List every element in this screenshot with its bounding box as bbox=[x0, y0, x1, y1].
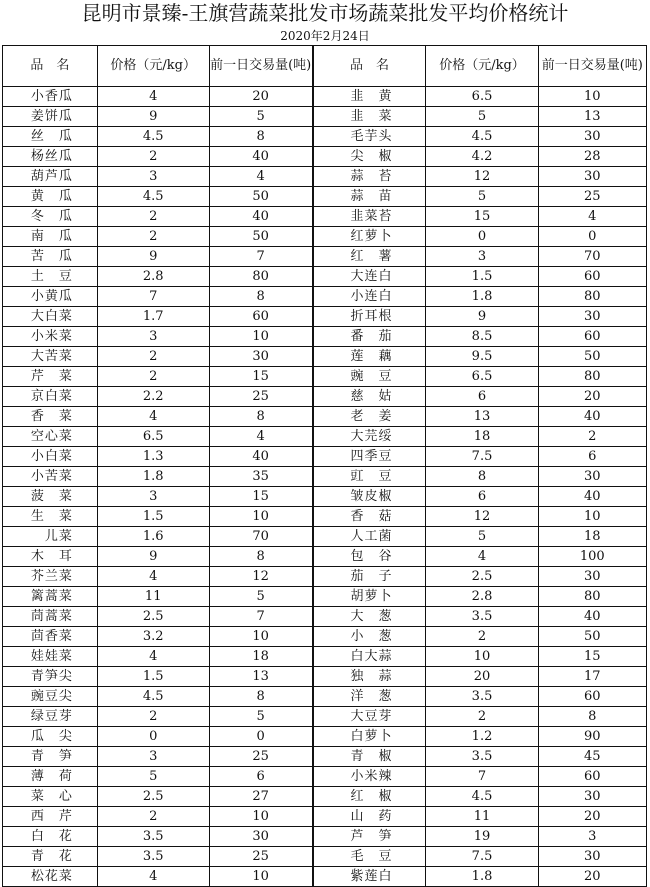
price-cell: 4.2 bbox=[426, 147, 538, 167]
vegetable-name-cell: 红 椒 bbox=[313, 787, 426, 807]
volume-cell: 70 bbox=[209, 527, 312, 547]
price-cell: 2 bbox=[97, 227, 209, 247]
price-cell: 4 bbox=[426, 547, 538, 567]
vegetable-name-cell: 葫芦瓜 bbox=[3, 167, 98, 187]
price-cell: 2.5 bbox=[97, 607, 209, 627]
price-cell: 2 bbox=[97, 207, 209, 227]
header-name-right: 品 名 bbox=[313, 46, 426, 87]
vegetable-name-cell: 芹 菜 bbox=[3, 367, 98, 387]
table-row bbox=[3, 807, 647, 827]
price-cell: 3.5 bbox=[97, 847, 209, 867]
volume-cell: 60 bbox=[538, 267, 646, 287]
header-volume-right: 前一日交易量(吨) bbox=[538, 46, 646, 87]
price-cell: 4.5 bbox=[426, 787, 538, 807]
volume-cell: 40 bbox=[538, 487, 646, 507]
volume-cell: 45 bbox=[538, 747, 646, 767]
vegetable-name-cell: 莲 藕 bbox=[313, 347, 426, 367]
volume-cell: 40 bbox=[209, 207, 312, 227]
price-cell: 2.2 bbox=[97, 387, 209, 407]
price-cell: 20 bbox=[426, 667, 538, 687]
volume-cell: 4 bbox=[538, 207, 646, 227]
table-row bbox=[3, 287, 647, 307]
volume-cell: 10 bbox=[209, 327, 312, 347]
vegetable-name-cell: 西 芹 bbox=[3, 807, 98, 827]
volume-cell: 10 bbox=[209, 867, 312, 887]
volume-cell: 2 bbox=[538, 427, 646, 447]
volume-cell: 20 bbox=[538, 867, 646, 887]
volume-cell: 10 bbox=[538, 87, 646, 107]
vegetable-name-cell: 红萝卜 bbox=[313, 227, 426, 247]
volume-cell: 30 bbox=[538, 127, 646, 147]
volume-cell: 60 bbox=[209, 307, 312, 327]
vegetable-name-cell: 空心菜 bbox=[3, 427, 98, 447]
vegetable-name-cell: 白 花 bbox=[3, 827, 98, 847]
table-row bbox=[3, 187, 647, 207]
table-row bbox=[3, 427, 647, 447]
volume-cell: 40 bbox=[538, 607, 646, 627]
table-row bbox=[3, 347, 647, 367]
table-row bbox=[3, 787, 647, 807]
price-cell: 3 bbox=[97, 327, 209, 347]
price-cell: 4 bbox=[97, 867, 209, 887]
vegetable-name-cell: 青 笋 bbox=[3, 747, 98, 767]
volume-cell: 4 bbox=[209, 427, 312, 447]
table-row bbox=[3, 147, 647, 167]
volume-cell: 8 bbox=[209, 687, 312, 707]
price-cell: 8 bbox=[426, 467, 538, 487]
price-cell: 2.8 bbox=[97, 267, 209, 287]
volume-cell: 20 bbox=[538, 807, 646, 827]
table-row bbox=[3, 127, 647, 147]
vegetable-name-cell: 胡萝卜 bbox=[313, 587, 426, 607]
volume-cell: 40 bbox=[538, 407, 646, 427]
price-cell: 2 bbox=[97, 807, 209, 827]
price-cell: 9 bbox=[426, 307, 538, 327]
table-row bbox=[3, 247, 647, 267]
price-cell: 2 bbox=[426, 707, 538, 727]
vegetable-name-cell: 小香瓜 bbox=[3, 87, 98, 107]
vegetable-name-cell: 大豆芽 bbox=[313, 707, 426, 727]
price-cell: 2 bbox=[97, 347, 209, 367]
table-row bbox=[3, 687, 647, 707]
volume-cell: 12 bbox=[209, 567, 312, 587]
volume-cell: 40 bbox=[209, 447, 312, 467]
volume-cell: 13 bbox=[538, 107, 646, 127]
volume-cell: 30 bbox=[538, 787, 646, 807]
vegetable-name-cell: 青 花 bbox=[3, 847, 98, 867]
price-cell: 7 bbox=[97, 287, 209, 307]
vegetable-name-cell: 生 菜 bbox=[3, 507, 98, 527]
vegetable-name-cell: 毛 豆 bbox=[313, 847, 426, 867]
volume-cell: 7 bbox=[209, 607, 312, 627]
price-cell: 11 bbox=[97, 587, 209, 607]
vegetable-name-cell: 杨丝瓜 bbox=[3, 147, 98, 167]
table-row bbox=[3, 867, 647, 887]
volume-cell: 13 bbox=[209, 667, 312, 687]
price-cell: 4.5 bbox=[97, 127, 209, 147]
vegetable-name-cell: 大苦菜 bbox=[3, 347, 98, 367]
price-cell: 6.5 bbox=[426, 367, 538, 387]
vegetable-name-cell: 老 姜 bbox=[313, 407, 426, 427]
volume-cell: 27 bbox=[209, 787, 312, 807]
price-cell: 2 bbox=[97, 147, 209, 167]
price-cell: 9 bbox=[97, 247, 209, 267]
vegetable-name-cell: 大白菜 bbox=[3, 307, 98, 327]
volume-cell: 17 bbox=[538, 667, 646, 687]
vegetable-name-cell: 娃娃菜 bbox=[3, 647, 98, 667]
vegetable-name-cell: 蒜 苔 bbox=[313, 167, 426, 187]
volume-cell: 5 bbox=[209, 707, 312, 727]
price-cell: 3.5 bbox=[97, 827, 209, 847]
table-row bbox=[3, 667, 647, 687]
price-cell: 18 bbox=[426, 427, 538, 447]
price-cell: 1.2 bbox=[426, 727, 538, 747]
volume-cell: 60 bbox=[538, 767, 646, 787]
price-cell: 1.8 bbox=[426, 867, 538, 887]
price-cell: 3 bbox=[426, 247, 538, 267]
table-row bbox=[3, 747, 647, 767]
price-cell: 19 bbox=[426, 827, 538, 847]
table-row bbox=[3, 587, 647, 607]
price-cell: 4 bbox=[97, 647, 209, 667]
vegetable-name-cell: 皱皮椒 bbox=[313, 487, 426, 507]
vegetable-name-cell: 姜饼瓜 bbox=[3, 107, 98, 127]
vegetable-name-cell: 茼蒿菜 bbox=[3, 607, 98, 627]
price-cell: 2.5 bbox=[426, 567, 538, 587]
vegetable-name-cell: 木 耳 bbox=[3, 547, 98, 567]
vegetable-name-cell: 丝 瓜 bbox=[3, 127, 98, 147]
volume-cell: 60 bbox=[538, 687, 646, 707]
vegetable-name-cell: 豌豆尖 bbox=[3, 687, 98, 707]
volume-cell: 20 bbox=[209, 87, 312, 107]
table-header-row bbox=[3, 46, 647, 87]
price-cell: 4 bbox=[97, 407, 209, 427]
table-row bbox=[3, 407, 647, 427]
table-row bbox=[3, 467, 647, 487]
price-cell: 7.5 bbox=[426, 447, 538, 467]
volume-cell: 8 bbox=[209, 127, 312, 147]
table-row bbox=[3, 707, 647, 727]
price-cell: 2.8 bbox=[426, 587, 538, 607]
vegetable-name-cell: 番 茄 bbox=[313, 327, 426, 347]
volume-cell: 90 bbox=[538, 727, 646, 747]
table-row bbox=[3, 547, 647, 567]
vegetable-name-cell: 小白菜 bbox=[3, 447, 98, 467]
volume-cell: 10 bbox=[209, 627, 312, 647]
price-cell: 9.5 bbox=[426, 347, 538, 367]
price-cell: 4.5 bbox=[97, 187, 209, 207]
vegetable-name-cell: 慈 姑 bbox=[313, 387, 426, 407]
price-cell: 0 bbox=[426, 227, 538, 247]
vegetable-name-cell: 豌 豆 bbox=[313, 367, 426, 387]
vegetable-name-cell: 大连白 bbox=[313, 267, 426, 287]
volume-cell: 80 bbox=[209, 267, 312, 287]
volume-cell: 5 bbox=[209, 107, 312, 127]
header-price-left: 价格（元/kg） bbox=[97, 46, 209, 87]
vegetable-name-cell: 韭 菜 bbox=[313, 107, 426, 127]
vegetable-name-cell: 毛芋头 bbox=[313, 127, 426, 147]
vegetable-name-cell: 瓜 尖 bbox=[3, 727, 98, 747]
volume-cell: 50 bbox=[538, 627, 646, 647]
vegetable-name-cell: 小苦菜 bbox=[3, 467, 98, 487]
table-row bbox=[3, 167, 647, 187]
volume-cell: 60 bbox=[538, 327, 646, 347]
price-cell: 1.7 bbox=[97, 307, 209, 327]
vegetable-name-cell: 山 药 bbox=[313, 807, 426, 827]
vegetable-name-cell: 土 豆 bbox=[3, 267, 98, 287]
volume-cell: 80 bbox=[538, 367, 646, 387]
vegetable-name-cell: 京白菜 bbox=[3, 387, 98, 407]
price-cell: 5 bbox=[426, 187, 538, 207]
vegetable-name-cell: 冬 瓜 bbox=[3, 207, 98, 227]
price-cell: 6 bbox=[426, 487, 538, 507]
price-cell: 3 bbox=[97, 167, 209, 187]
table-row bbox=[3, 647, 647, 667]
vegetable-name-cell: 篱蒿菜 bbox=[3, 587, 98, 607]
table-row bbox=[3, 527, 647, 547]
volume-cell: 25 bbox=[209, 387, 312, 407]
volume-cell: 30 bbox=[209, 827, 312, 847]
vegetable-name-cell: 小连白 bbox=[313, 287, 426, 307]
vegetable-name-cell: 青 椒 bbox=[313, 747, 426, 767]
vegetable-name-cell: 小米菜 bbox=[3, 327, 98, 347]
vegetable-name-cell: 白大蒜 bbox=[313, 647, 426, 667]
vegetable-name-cell: 小 葱 bbox=[313, 627, 426, 647]
price-cell: 3.5 bbox=[426, 747, 538, 767]
vegetable-name-cell: 折耳根 bbox=[313, 307, 426, 327]
header-volume-left: 前一日交易量(吨) bbox=[209, 46, 312, 87]
vegetable-name-cell: 苦 瓜 bbox=[3, 247, 98, 267]
table-row bbox=[3, 327, 647, 347]
vegetable-name-cell: 洋 葱 bbox=[313, 687, 426, 707]
price-cell: 12 bbox=[426, 507, 538, 527]
volume-cell: 8 bbox=[209, 407, 312, 427]
table-row bbox=[3, 227, 647, 247]
table-row bbox=[3, 567, 647, 587]
vegetable-name-cell: 菠 菜 bbox=[3, 487, 98, 507]
vegetable-name-cell: 儿菜 bbox=[3, 527, 98, 547]
vegetable-name-cell: 紫莲白 bbox=[313, 867, 426, 887]
vegetable-name-cell: 香 菇 bbox=[313, 507, 426, 527]
table-row bbox=[3, 827, 647, 847]
volume-cell: 30 bbox=[538, 567, 646, 587]
price-cell: 11 bbox=[426, 807, 538, 827]
vegetable-name-cell: 绿豆芽 bbox=[3, 707, 98, 727]
volume-cell: 80 bbox=[538, 287, 646, 307]
price-cell: 0 bbox=[97, 727, 209, 747]
vegetable-name-cell: 独 蒜 bbox=[313, 667, 426, 687]
header-price-right: 价格（元/kg） bbox=[426, 46, 538, 87]
price-cell: 15 bbox=[426, 207, 538, 227]
volume-cell: 30 bbox=[538, 467, 646, 487]
volume-cell: 50 bbox=[538, 347, 646, 367]
volume-cell: 15 bbox=[538, 647, 646, 667]
price-cell: 7 bbox=[426, 767, 538, 787]
price-cell: 2 bbox=[97, 367, 209, 387]
volume-cell: 25 bbox=[209, 847, 312, 867]
volume-cell: 0 bbox=[209, 727, 312, 747]
volume-cell: 20 bbox=[538, 387, 646, 407]
price-cell: 10 bbox=[426, 647, 538, 667]
volume-cell: 18 bbox=[538, 527, 646, 547]
vegetable-name-cell: 芥兰菜 bbox=[3, 567, 98, 587]
price-cell: 8.5 bbox=[426, 327, 538, 347]
volume-cell: 80 bbox=[538, 587, 646, 607]
price-cell: 7.5 bbox=[426, 847, 538, 867]
price-cell: 3.2 bbox=[97, 627, 209, 647]
volume-cell: 6 bbox=[209, 767, 312, 787]
table-row bbox=[3, 627, 647, 647]
table-row bbox=[3, 487, 647, 507]
vegetable-name-cell: 茄 子 bbox=[313, 567, 426, 587]
table-row bbox=[3, 87, 647, 107]
table-row bbox=[3, 607, 647, 627]
volume-cell: 30 bbox=[538, 307, 646, 327]
volume-cell: 25 bbox=[209, 747, 312, 767]
volume-cell: 30 bbox=[538, 167, 646, 187]
price-cell: 9 bbox=[97, 547, 209, 567]
vegetable-name-cell: 南 瓜 bbox=[3, 227, 98, 247]
vegetable-name-cell: 茴香菜 bbox=[3, 627, 98, 647]
header-name-left: 品 名 bbox=[3, 46, 98, 87]
price-cell: 1.5 bbox=[97, 507, 209, 527]
volume-cell: 100 bbox=[538, 547, 646, 567]
price-table bbox=[2, 45, 647, 887]
table-row bbox=[3, 847, 647, 867]
volume-cell: 6 bbox=[538, 447, 646, 467]
vegetable-name-cell: 韭 黄 bbox=[313, 87, 426, 107]
price-cell: 1.5 bbox=[97, 667, 209, 687]
vegetable-name-cell: 小黄瓜 bbox=[3, 287, 98, 307]
price-cell: 1.6 bbox=[97, 527, 209, 547]
price-cell: 6 bbox=[426, 387, 538, 407]
price-cell: 4 bbox=[97, 87, 209, 107]
table-row bbox=[3, 207, 647, 227]
volume-cell: 5 bbox=[209, 587, 312, 607]
vegetable-name-cell: 白萝卜 bbox=[313, 727, 426, 747]
volume-cell: 70 bbox=[538, 247, 646, 267]
price-cell: 1.8 bbox=[426, 287, 538, 307]
vegetable-name-cell: 豇 豆 bbox=[313, 467, 426, 487]
price-cell: 3 bbox=[97, 747, 209, 767]
table-row bbox=[3, 107, 647, 127]
price-cell: 12 bbox=[426, 167, 538, 187]
vegetable-name-cell: 韭菜苔 bbox=[313, 207, 426, 227]
table-body bbox=[3, 87, 647, 887]
vegetable-name-cell: 黄 瓜 bbox=[3, 187, 98, 207]
table-row bbox=[3, 367, 647, 387]
table-row bbox=[3, 387, 647, 407]
volume-cell: 50 bbox=[209, 227, 312, 247]
price-cell: 1.5 bbox=[426, 267, 538, 287]
volume-cell: 10 bbox=[538, 507, 646, 527]
volume-cell: 50 bbox=[209, 187, 312, 207]
price-cell: 5 bbox=[426, 107, 538, 127]
price-cell: 1.8 bbox=[97, 467, 209, 487]
table-row bbox=[3, 267, 647, 287]
vegetable-name-cell: 青笋尖 bbox=[3, 667, 98, 687]
volume-cell: 10 bbox=[209, 807, 312, 827]
price-cell: 9 bbox=[97, 107, 209, 127]
volume-cell: 8 bbox=[209, 547, 312, 567]
table-row bbox=[3, 507, 647, 527]
price-cell: 2.5 bbox=[97, 787, 209, 807]
price-cell: 1.3 bbox=[97, 447, 209, 467]
vegetable-name-cell: 蒜 苗 bbox=[313, 187, 426, 207]
price-cell: 3.5 bbox=[426, 687, 538, 707]
price-cell: 4 bbox=[97, 567, 209, 587]
vegetable-name-cell: 红 薯 bbox=[313, 247, 426, 267]
volume-cell: 0 bbox=[538, 227, 646, 247]
volume-cell: 30 bbox=[209, 347, 312, 367]
price-cell: 2 bbox=[426, 627, 538, 647]
table-row bbox=[3, 307, 647, 327]
price-cell: 4.5 bbox=[97, 687, 209, 707]
volume-cell: 28 bbox=[538, 147, 646, 167]
report-date: 2020年2月24日 bbox=[280, 29, 370, 43]
volume-cell: 15 bbox=[209, 487, 312, 507]
volume-cell: 10 bbox=[209, 507, 312, 527]
vegetable-name-cell: 尖 椒 bbox=[313, 147, 426, 167]
price-cell: 2 bbox=[97, 707, 209, 727]
vegetable-name-cell: 松花菜 bbox=[3, 867, 98, 887]
volume-cell: 8 bbox=[209, 287, 312, 307]
price-cell: 5 bbox=[97, 767, 209, 787]
table-row bbox=[3, 767, 647, 787]
vegetable-name-cell: 菜 心 bbox=[3, 787, 98, 807]
volume-cell: 30 bbox=[538, 847, 646, 867]
volume-cell: 18 bbox=[209, 647, 312, 667]
volume-cell: 35 bbox=[209, 467, 312, 487]
vegetable-name-cell: 小米辣 bbox=[313, 767, 426, 787]
table-row bbox=[3, 727, 647, 747]
vegetable-name-cell: 薄 荷 bbox=[3, 767, 98, 787]
vegetable-name-cell: 大芫绥 bbox=[313, 427, 426, 447]
vegetable-name-cell: 包 谷 bbox=[313, 547, 426, 567]
table-row bbox=[3, 447, 647, 467]
price-cell: 6.5 bbox=[426, 87, 538, 107]
price-cell: 3.5 bbox=[426, 607, 538, 627]
vegetable-name-cell: 芦 笋 bbox=[313, 827, 426, 847]
volume-cell: 4 bbox=[209, 167, 312, 187]
volume-cell: 25 bbox=[538, 187, 646, 207]
volume-cell: 7 bbox=[209, 247, 312, 267]
vegetable-name-cell: 四季豆 bbox=[313, 447, 426, 467]
price-cell: 6.5 bbox=[97, 427, 209, 447]
volume-cell: 3 bbox=[538, 827, 646, 847]
price-cell: 13 bbox=[426, 407, 538, 427]
volume-cell: 15 bbox=[209, 367, 312, 387]
price-cell: 5 bbox=[426, 527, 538, 547]
volume-cell: 8 bbox=[538, 707, 646, 727]
price-cell: 4.5 bbox=[426, 127, 538, 147]
vegetable-name-cell: 香 菜 bbox=[3, 407, 98, 427]
vegetable-name-cell: 大 葱 bbox=[313, 607, 426, 627]
price-cell: 3 bbox=[97, 487, 209, 507]
volume-cell: 40 bbox=[209, 147, 312, 167]
page-title: 昆明市景臻-王旗营蔬菜批发市场蔬菜批发平均价格统计 bbox=[81, 1, 569, 25]
vegetable-name-cell: 人工菌 bbox=[313, 527, 426, 547]
